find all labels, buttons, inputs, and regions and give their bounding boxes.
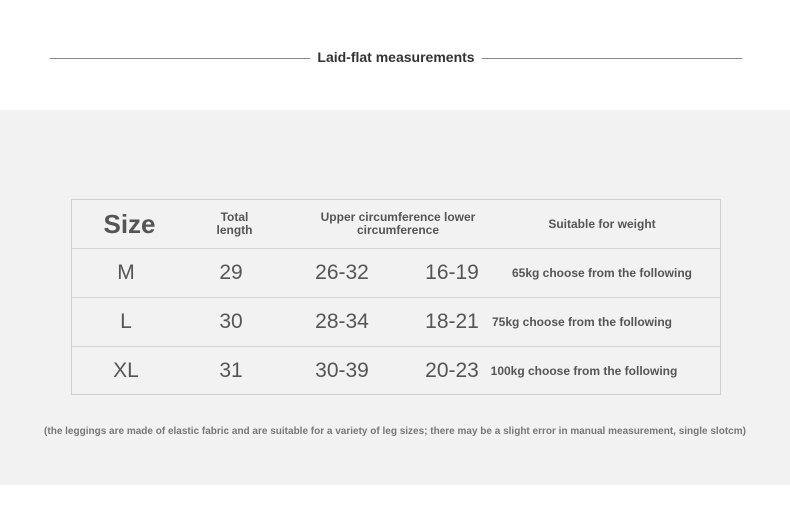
section-heading (0, 0, 790, 110)
heading-title: Laid-flat measurements (317, 49, 475, 65)
size-cell: XL (113, 358, 139, 382)
upper-circumference-cell: 30-39 (315, 358, 369, 382)
measurement-note: (the leggings are made of elastic fabric and are suitable for a variety of leg sizes; there may be a slight error in manual measurement, single slotcm) (44, 426, 746, 437)
size-table (71, 199, 721, 395)
header-total-length: Total length (216, 210, 253, 237)
upper-circumference-cell: 28-34 (315, 310, 369, 333)
heading-divider-right (482, 58, 742, 59)
table-row (72, 347, 720, 394)
weight-cell: 65kg choose from the following (511, 266, 693, 280)
table-row (72, 298, 720, 347)
header-size: Size (103, 208, 156, 239)
heading-divider-left (50, 58, 310, 59)
weight-cell: 100kg choose from the following (490, 363, 678, 378)
lower-circumference-cell: 18-21 (425, 310, 479, 333)
length-cell: 29 (219, 261, 243, 284)
lower-circumference-cell: 16-19 (425, 261, 479, 284)
weight-cell: 75kg choose from the following (491, 315, 673, 329)
header-circumference: Upper circumference lower circumference (320, 210, 476, 237)
measurements-panel (0, 110, 790, 485)
header-weight: Suitable for weight (548, 216, 656, 231)
lower-circumference-cell: 20-23 (425, 358, 479, 382)
table-header-row (72, 200, 720, 249)
size-cell: M (117, 261, 135, 284)
upper-circumference-cell: 26-32 (315, 261, 369, 284)
table-row (72, 249, 720, 298)
length-cell: 30 (219, 310, 243, 333)
length-cell: 31 (219, 358, 243, 382)
size-cell: L (120, 310, 132, 333)
